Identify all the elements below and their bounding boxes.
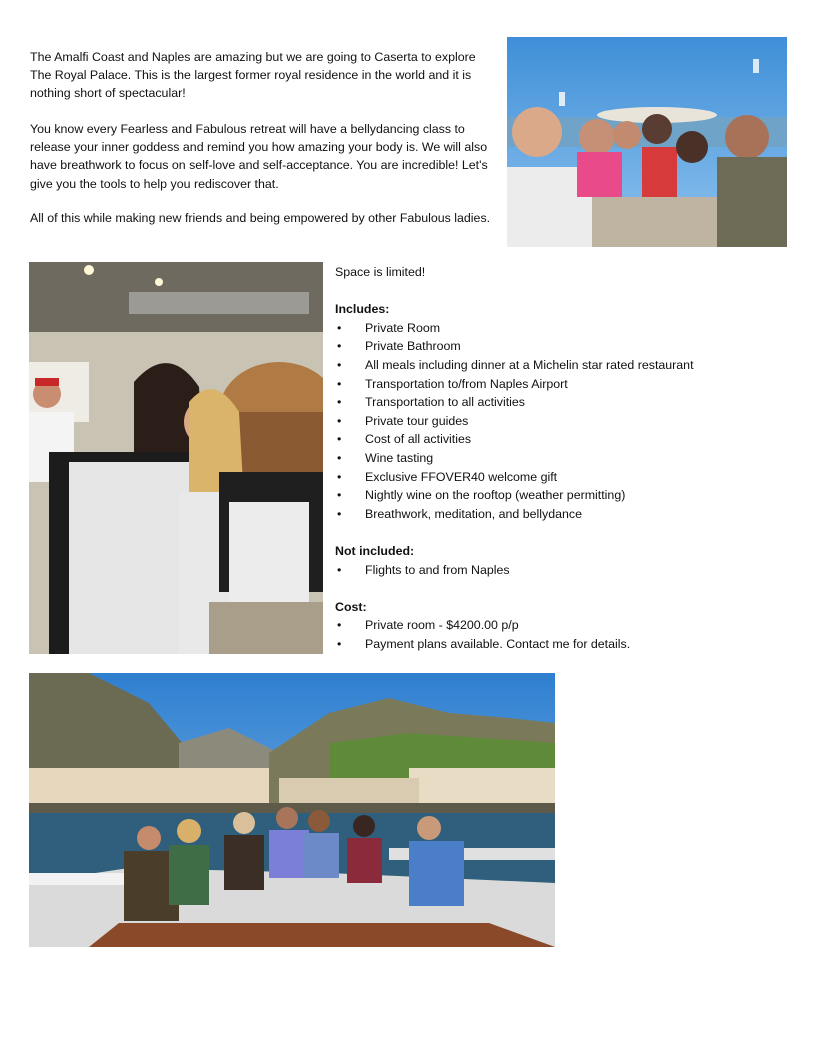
intro-paragraph-3: All of this while making new friends and being empowered by other Fabulous ladies. (30, 211, 491, 225)
amalfi-coast-boat-photo (29, 673, 555, 947)
retreat-details (335, 263, 775, 653)
list-item: • All meals including dinner at a Michelin star rated restaurant (337, 357, 694, 372)
pizza-kitchen-photo (29, 262, 323, 654)
not-included-heading: Not included: (335, 543, 415, 558)
space-limited-note: Space is limited! (335, 265, 426, 279)
list-item: • Flights to and from Naples (337, 562, 510, 577)
list-item: • Breathwork, meditation, and bellydance (337, 506, 582, 521)
list-item: • Private Room (337, 320, 441, 335)
intro-paragraph-2: You know every Fearless and Fabulous retreat will have a bellydancing class to release your inner goddess and remind you how amazing your body is. We will also have breathwork to focus on self-love and self-acceptance. You are incredible! Let's give you the tools to help you rediscover that. (30, 122, 488, 191)
list-item: • Private tour guides (337, 413, 469, 428)
not-included-list (335, 561, 775, 580)
list-item: • Exclusive FFOVER40 welcome gift (337, 469, 558, 484)
list-item: • Wine tasting (337, 450, 434, 465)
includes-list (335, 319, 775, 524)
cost-heading: Cost: (335, 599, 367, 614)
cost-list (335, 616, 775, 653)
list-item: • Transportation to all activities (337, 395, 526, 410)
includes-heading: Includes: (335, 302, 390, 317)
list-item: • Transportation to/from Naples Airport (337, 376, 568, 391)
group-boat-toast-photo (507, 37, 787, 247)
intro-paragraph-1: The Amalfi Coast and Naples are amazing but we are going to Caserta to explore The Royal Palace. This is the largest former royal residence in the world and it is nothing short of spectacular! (30, 50, 476, 101)
list-item: • Private Bathroom (337, 339, 461, 354)
list-item: • Payment plans available. Contact me for details. (337, 636, 631, 651)
list-item: • Nightly wine on the rooftop (weather permitting) (337, 488, 626, 503)
list-item: • Private room - $4200.00 p/p (337, 618, 519, 633)
list-item: • Cost of all activities (337, 432, 472, 447)
